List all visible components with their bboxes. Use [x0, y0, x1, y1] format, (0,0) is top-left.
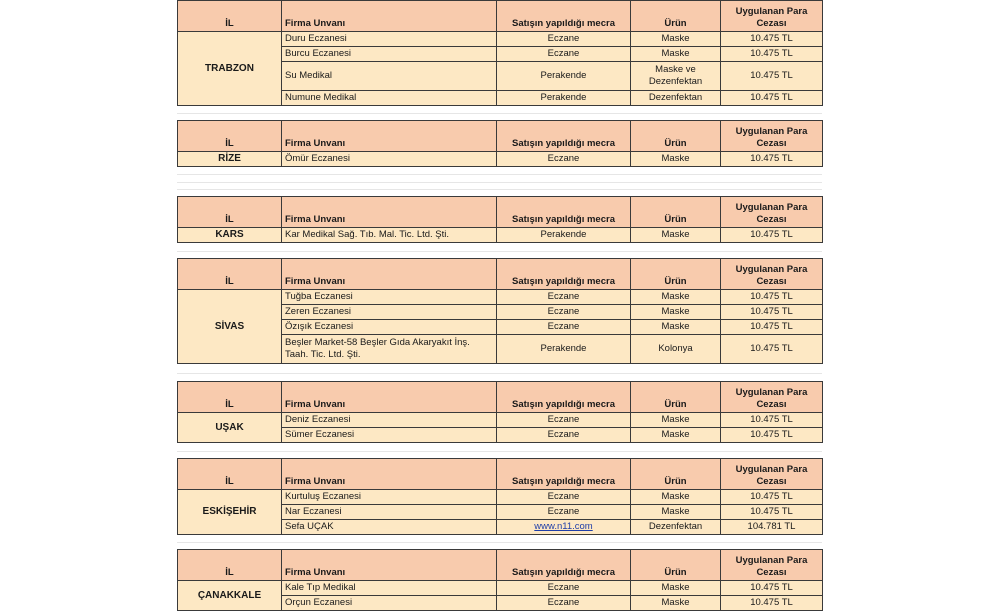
penalty-amount: 10.475 TL: [721, 47, 823, 62]
header-il: İL: [178, 550, 282, 581]
product: Maske: [631, 596, 721, 611]
penalty-amount: 10.475 TL: [721, 490, 823, 505]
header-firma: Firma Unvanı: [282, 197, 497, 228]
firm-name: Sefa UÇAK: [282, 520, 497, 535]
header-mecra: Satışın yapıldığı mecra: [497, 259, 631, 290]
header-row: [178, 259, 823, 290]
penalty-amount: 10.475 TL: [721, 290, 823, 305]
sales-channel: [497, 520, 631, 535]
product: Maske: [631, 47, 721, 62]
sales-channel: Eczane: [497, 413, 631, 428]
group-spacer: [177, 535, 822, 549]
header-row: [178, 121, 823, 152]
sales-channel: Eczane: [497, 581, 631, 596]
header-il: İL: [178, 259, 282, 290]
header-row: [178, 197, 823, 228]
sales-channel: Eczane: [497, 505, 631, 520]
sales-channel-link[interactable]: www.n11.com: [534, 521, 593, 532]
header-ceza: Uygulanan Para Cezası: [721, 1, 823, 32]
header-mecra: Satışın yapıldığı mecra: [497, 382, 631, 413]
sales-channel: Perakende: [497, 228, 631, 243]
sales-channel: Eczane: [497, 490, 631, 505]
sales-channel: Perakende: [497, 335, 631, 364]
header-il: İL: [178, 1, 282, 32]
sales-channel: Perakende: [497, 62, 631, 91]
province-name: UŞAK: [178, 413, 282, 443]
firm-name: Beşler Market-58 Beşler Gıda Akaryakıt İnş. Taah. Tic. Ltd. Şti.: [282, 335, 497, 364]
product: Maske: [631, 581, 721, 596]
penalty-amount: 10.475 TL: [721, 335, 823, 364]
product: Maske: [631, 32, 721, 47]
sales-channel: Perakende: [497, 91, 631, 106]
header-ceza: Uygulanan Para Cezası: [721, 382, 823, 413]
province-name: ESKİŞEHİR: [178, 490, 282, 535]
product: Maske: [631, 413, 721, 428]
penalty-amount: 10.475 TL: [721, 228, 823, 243]
firm-name: Ömür Eczanesi: [282, 152, 497, 167]
sales-channel: Eczane: [497, 428, 631, 443]
product: Maske ve Dezenfektan: [631, 62, 721, 91]
header-firma: Firma Unvanı: [282, 459, 497, 490]
header-row: [178, 459, 823, 490]
firm-name: Numune Medikal: [282, 91, 497, 106]
product: Maske: [631, 152, 721, 167]
table-row: [178, 228, 823, 243]
province-table: [177, 120, 823, 167]
sales-channel: Eczane: [497, 305, 631, 320]
header-row: [178, 550, 823, 581]
header-urun: Ürün: [631, 459, 721, 490]
header-il: İL: [178, 459, 282, 490]
header-mecra: Satışın yapıldığı mecra: [497, 197, 631, 228]
header-firma: Firma Unvanı: [282, 1, 497, 32]
header-urun: Ürün: [631, 382, 721, 413]
product: Maske: [631, 490, 721, 505]
firm-name: Deniz Eczanesi: [282, 413, 497, 428]
penalty-amount: 10.475 TL: [721, 428, 823, 443]
product: Maske: [631, 228, 721, 243]
penalty-amount: 10.475 TL: [721, 32, 823, 47]
province-table: [177, 258, 823, 364]
firm-name: Tuğba Eczanesi: [282, 290, 497, 305]
header-ceza: Uygulanan Para Cezası: [721, 550, 823, 581]
sales-channel: Eczane: [497, 152, 631, 167]
penalty-amount: 10.475 TL: [721, 413, 823, 428]
header-ceza: Uygulanan Para Cezası: [721, 121, 823, 152]
product: Maske: [631, 305, 721, 320]
firm-name: Kurtuluş Eczanesi: [282, 490, 497, 505]
group-spacer: [177, 364, 822, 381]
firm-name: Sümer Eczanesi: [282, 428, 497, 443]
penalty-amount: 10.475 TL: [721, 505, 823, 520]
firm-name: Kale Tıp Medikal: [282, 581, 497, 596]
product: Kolonya: [631, 335, 721, 364]
province-table: [177, 381, 823, 443]
header-firma: Firma Unvanı: [282, 259, 497, 290]
table-row: [178, 581, 823, 596]
province-table: [177, 549, 823, 611]
table-row: [178, 490, 823, 505]
sales-channel: Eczane: [497, 290, 631, 305]
product: Dezenfektan: [631, 91, 721, 106]
province-name: ÇANAKKALE: [178, 581, 282, 611]
header-row: [178, 1, 823, 32]
sales-channel: Eczane: [497, 32, 631, 47]
product: Maske: [631, 320, 721, 335]
province-table: [177, 196, 823, 243]
penalty-amount: 10.475 TL: [721, 91, 823, 106]
province-table: [177, 0, 823, 106]
header-mecra: Satışın yapıldığı mecra: [497, 121, 631, 152]
product: Maske: [631, 290, 721, 305]
penalty-spreadsheet: [177, 0, 822, 611]
header-firma: Firma Unvanı: [282, 550, 497, 581]
sales-channel: Eczane: [497, 320, 631, 335]
header-urun: Ürün: [631, 259, 721, 290]
firm-name: Burcu Eczanesi: [282, 47, 497, 62]
table-row: [178, 290, 823, 305]
firm-name: Su Medikal: [282, 62, 497, 91]
province-name: TRABZON: [178, 32, 282, 106]
header-urun: Ürün: [631, 550, 721, 581]
header-il: İL: [178, 197, 282, 228]
penalty-amount: 10.475 TL: [721, 152, 823, 167]
table-row: [178, 152, 823, 167]
penalty-amount: 10.475 TL: [721, 305, 823, 320]
header-ceza: Uygulanan Para Cezası: [721, 197, 823, 228]
group-spacer: [177, 243, 822, 258]
header-mecra: Satışın yapıldığı mecra: [497, 459, 631, 490]
product: Maske: [631, 505, 721, 520]
sales-channel: Eczane: [497, 596, 631, 611]
firm-name: Zeren Eczanesi: [282, 305, 497, 320]
table-row: [178, 413, 823, 428]
header-il: İL: [178, 382, 282, 413]
header-ceza: Uygulanan Para Cezası: [721, 259, 823, 290]
penalty-amount: 104.781 TL: [721, 520, 823, 535]
province-name: KARS: [178, 228, 282, 243]
penalty-amount: 10.475 TL: [721, 62, 823, 91]
group-spacer: [177, 106, 822, 120]
group-spacer: [177, 443, 822, 458]
header-firma: Firma Unvanı: [282, 382, 497, 413]
header-firma: Firma Unvanı: [282, 121, 497, 152]
header-mecra: Satışın yapıldığı mecra: [497, 1, 631, 32]
penalty-amount: 10.475 TL: [721, 596, 823, 611]
header-il: İL: [178, 121, 282, 152]
firm-name: Özışık Eczanesi: [282, 320, 497, 335]
sales-channel: Eczane: [497, 47, 631, 62]
header-urun: Ürün: [631, 197, 721, 228]
province-name: RİZE: [178, 152, 282, 167]
firm-name: Orçun Eczanesi: [282, 596, 497, 611]
header-row: [178, 382, 823, 413]
firm-name: Kar Medikal Sağ. Tıb. Mal. Tic. Ltd. Şti.: [282, 228, 497, 243]
province-table: [177, 458, 823, 535]
header-ceza: Uygulanan Para Cezası: [721, 459, 823, 490]
firm-name: Duru Eczanesi: [282, 32, 497, 47]
group-spacer: [177, 167, 822, 196]
product: Dezenfektan: [631, 520, 721, 535]
product: Maske: [631, 428, 721, 443]
header-mecra: Satışın yapıldığı mecra: [497, 550, 631, 581]
penalty-amount: 10.475 TL: [721, 581, 823, 596]
penalty-amount: 10.475 TL: [721, 320, 823, 335]
province-name: SİVAS: [178, 290, 282, 364]
header-urun: Ürün: [631, 1, 721, 32]
header-urun: Ürün: [631, 121, 721, 152]
table-row: [178, 32, 823, 47]
firm-name: Nar Eczanesi: [282, 505, 497, 520]
